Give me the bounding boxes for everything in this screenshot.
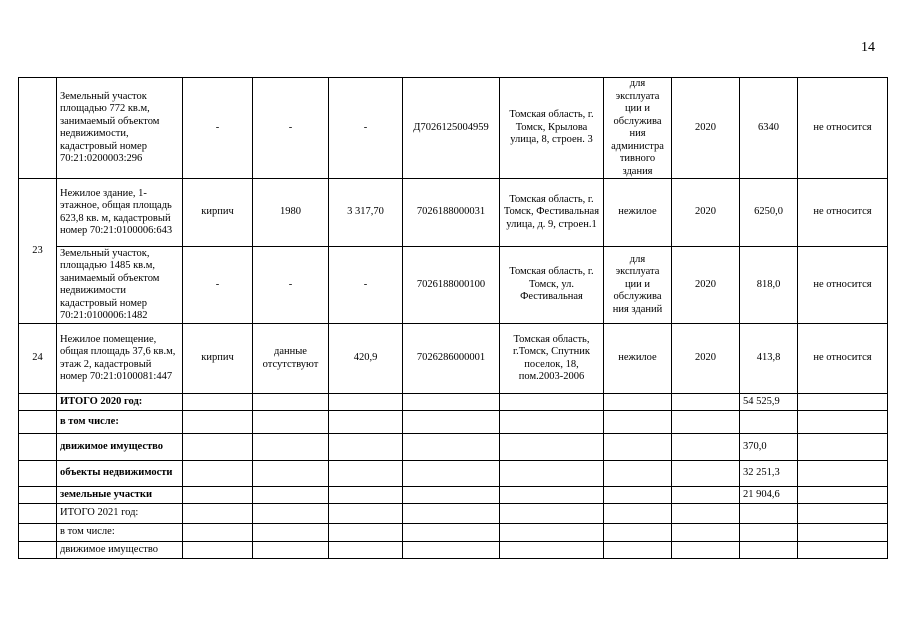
land-value: 21 904,6: [740, 487, 798, 504]
realty-value: 32 251,3: [740, 461, 798, 487]
movable-2021-label: движимое имущество: [57, 542, 183, 559]
value: 6250,0: [740, 179, 798, 247]
inventory-number: 7026188000100: [403, 247, 500, 324]
total-row: [19, 504, 888, 524]
note: не относится: [798, 247, 888, 324]
cost: 420,9: [329, 324, 403, 394]
material: -: [183, 78, 253, 179]
material: кирпич: [183, 179, 253, 247]
total-row: [19, 434, 888, 461]
row-number: 23: [19, 179, 57, 324]
material: -: [183, 247, 253, 324]
total-2020-value: 54 525,9: [740, 394, 798, 411]
address: Томская область, г. Томск, Крылова улица, 8, строен. 3: [500, 78, 604, 179]
value: 6340: [740, 78, 798, 179]
note: не относится: [798, 179, 888, 247]
table-row: [19, 324, 888, 394]
object-name: Земельный участок, площадью 1485 кв.м, занимаемый объектом недвижимости кадастровый номер 70:21:0100006:1482: [57, 247, 183, 324]
year: 2020: [672, 78, 740, 179]
address: Томская область, г. Томск, ул. Фестивальная: [500, 247, 604, 324]
realty-label: объекты недвижимости: [57, 461, 183, 487]
total-2020-label: ИТОГО 2020 год:: [57, 394, 183, 411]
year: 2020: [672, 324, 740, 394]
year-built: данные отсутствуют: [253, 324, 329, 394]
movable-label: движимое имущество: [57, 434, 183, 461]
cost: -: [329, 247, 403, 324]
cost: -: [329, 78, 403, 179]
table-row: [19, 179, 888, 247]
object-name: Нежилое здание, 1-этажное, общая площадь 623,8 кв. м, кадастровый номер 70:21:0100006:643: [57, 179, 183, 247]
address: Томская область, г.Томск, Спутник поселок, 18, пом.2003-2006: [500, 324, 604, 394]
year-built: 1980: [253, 179, 329, 247]
cost: 3 317,70: [329, 179, 403, 247]
address: Томская область, г. Томск, Фестивальная улица, д. 9, строен.1: [500, 179, 604, 247]
incl-2021-label: в том числе:: [57, 524, 183, 542]
land-label: земельные участки: [57, 487, 183, 504]
year: 2020: [672, 247, 740, 324]
row-number: 24: [19, 324, 57, 394]
purpose: для эксплуата ции и обслужива ния зданий: [604, 247, 672, 324]
inventory-number: 7026188000031: [403, 179, 500, 247]
total-row: [19, 411, 888, 434]
inventory-number: 7026286000001: [403, 324, 500, 394]
total-row: [19, 487, 888, 504]
table-row: [19, 78, 888, 179]
value: 413,8: [740, 324, 798, 394]
total-row: [19, 542, 888, 559]
purpose: нежилое: [604, 179, 672, 247]
year-built: -: [253, 247, 329, 324]
object-name: Земельный участок площадью 772 кв.м, занимаемый объектом недвижимости, кадастровый номер 70:21:0200003:296: [57, 78, 183, 179]
table-row: [19, 247, 888, 324]
purpose: нежилое: [604, 324, 672, 394]
purpose: для эксплуата ции и обслужива ния администра тивного здания: [604, 78, 672, 179]
inventory-number: Д7026125004959: [403, 78, 500, 179]
total-row: [19, 461, 888, 487]
property-register-table: [18, 77, 888, 559]
note: не относится: [798, 324, 888, 394]
row-number: [19, 78, 57, 179]
incl-label: в том числе:: [57, 411, 183, 434]
year-built: -: [253, 78, 329, 179]
page-number: 14: [861, 40, 875, 55]
note: не относится: [798, 78, 888, 179]
year: 2020: [672, 179, 740, 247]
movable-value: 370,0: [740, 434, 798, 461]
total-row: [19, 524, 888, 542]
material: кирпич: [183, 324, 253, 394]
total-2021-label: ИТОГО 2021 год:: [57, 504, 183, 524]
object-name: Нежилое помещение, общая площадь 37,6 кв.м, этаж 2, кадастровый номер 70:21:0100081:447: [57, 324, 183, 394]
value: 818,0: [740, 247, 798, 324]
total-row: [19, 394, 888, 411]
